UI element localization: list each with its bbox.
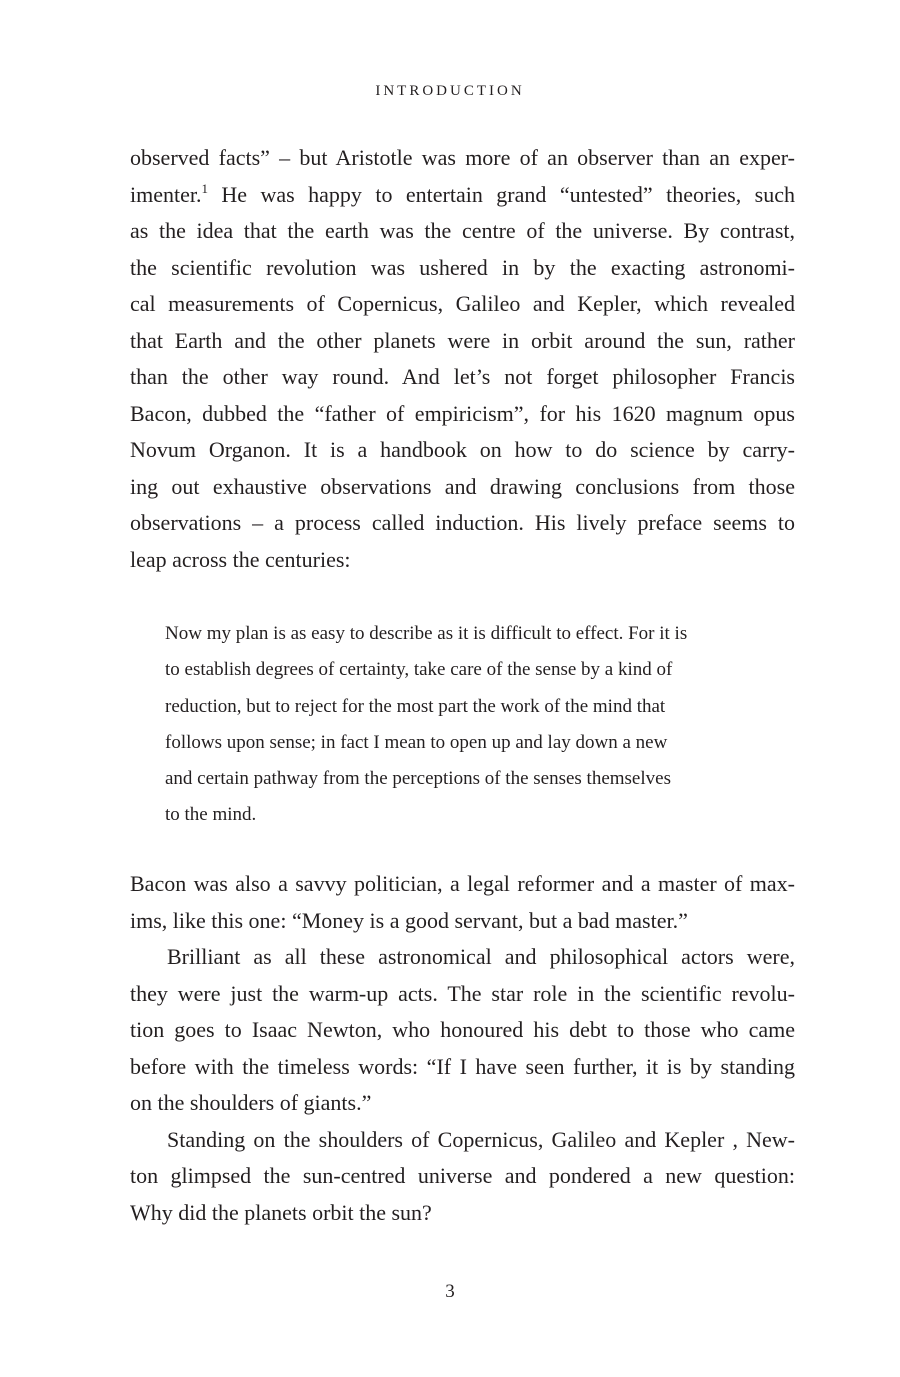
text-line: they were just the warm-up acts. The star role in the scientific revolu- xyxy=(130,980,795,1006)
quote-line: and certain pathway from the perceptions of the senses themselves xyxy=(165,768,671,790)
text-line: on the shoulders of giants.” xyxy=(130,1090,372,1115)
running-head: INTRODUCTION xyxy=(375,83,525,99)
paragraph-1 xyxy=(130,140,795,578)
text-line: the scientific revolution was ushered in by the exacting astronomi- xyxy=(130,254,795,280)
text-line: ton glimpsed the sun-centred universe and pondered a new question: xyxy=(130,1163,795,1188)
text-fragment: imenter. xyxy=(130,181,202,207)
quote-line: to the mind. xyxy=(165,804,257,826)
text-line: Bacon was also a savvy politician, a legal reformer and a master of max- xyxy=(130,871,795,896)
text-line: ims, like this one: “Money is a good servant, but a bad master.” xyxy=(130,907,688,933)
text-line: than the other way round. And let’s not forget philosopher Francis xyxy=(130,364,795,389)
text-line-with-footnote xyxy=(130,177,795,214)
quote-line: follows upon sense; in fact I mean to open up and lay down a new xyxy=(165,731,668,753)
text-line: Novum Organon. It is a handbook on how to do science by carry- xyxy=(130,437,795,462)
body-text-continued xyxy=(130,866,795,1231)
text-line: tion goes to Isaac Newton, who honoured his debt to those who came xyxy=(130,1017,795,1042)
text-line: ing out exhaustive observations and drawing conclusions from those xyxy=(130,473,795,499)
text-fragment: He was happy to entertain grand “untested” theories, such xyxy=(207,181,795,207)
text-line: Brilliant as all these astronomical and philosophical actors were, xyxy=(167,944,795,969)
paragraph-4 xyxy=(130,1122,795,1232)
quote-line: to establish degrees of certainty, take care of the sense by a kind of xyxy=(165,659,673,681)
page-number: 3 xyxy=(445,1281,455,1302)
quote-line: Now my plan is as easy to describe as it is difficult to effect. For it is xyxy=(165,623,688,644)
blockquote xyxy=(165,616,765,834)
text-line: Standing on the shoulders of Copernicus, Galileo and Kepler , New- xyxy=(167,1126,795,1152)
text-line: leap across the centuries: xyxy=(130,546,351,572)
text-line: as the idea that the earth was the centre of the universe. By contrast, xyxy=(130,218,795,243)
text-line: that Earth and the other planets were in orbit around the sun, rather xyxy=(130,327,795,353)
text-line: Bacon, dubbed the “father of empiricism”, for his 1620 magnum opus xyxy=(130,400,795,426)
footnote-reference[interactable]: 1 xyxy=(201,180,208,196)
text-line: before with the timeless words: “If I have seen further, it is by standing xyxy=(130,1053,795,1079)
paragraph-3 xyxy=(130,939,795,1122)
text-line: cal measurements of Copernicus, Galileo and Kepler, which revealed xyxy=(130,291,795,316)
text-line: observed facts” – but Aristotle was more of an observer than an exper- xyxy=(130,145,795,170)
text-line: Why did the planets orbit the sun? xyxy=(130,1199,432,1225)
paragraph-2 xyxy=(130,866,795,939)
quote-line: reduction, but to reject for the most part the work of the mind that xyxy=(165,695,666,717)
text-line: observations – a process called induction. His lively preface seems to xyxy=(130,510,795,535)
